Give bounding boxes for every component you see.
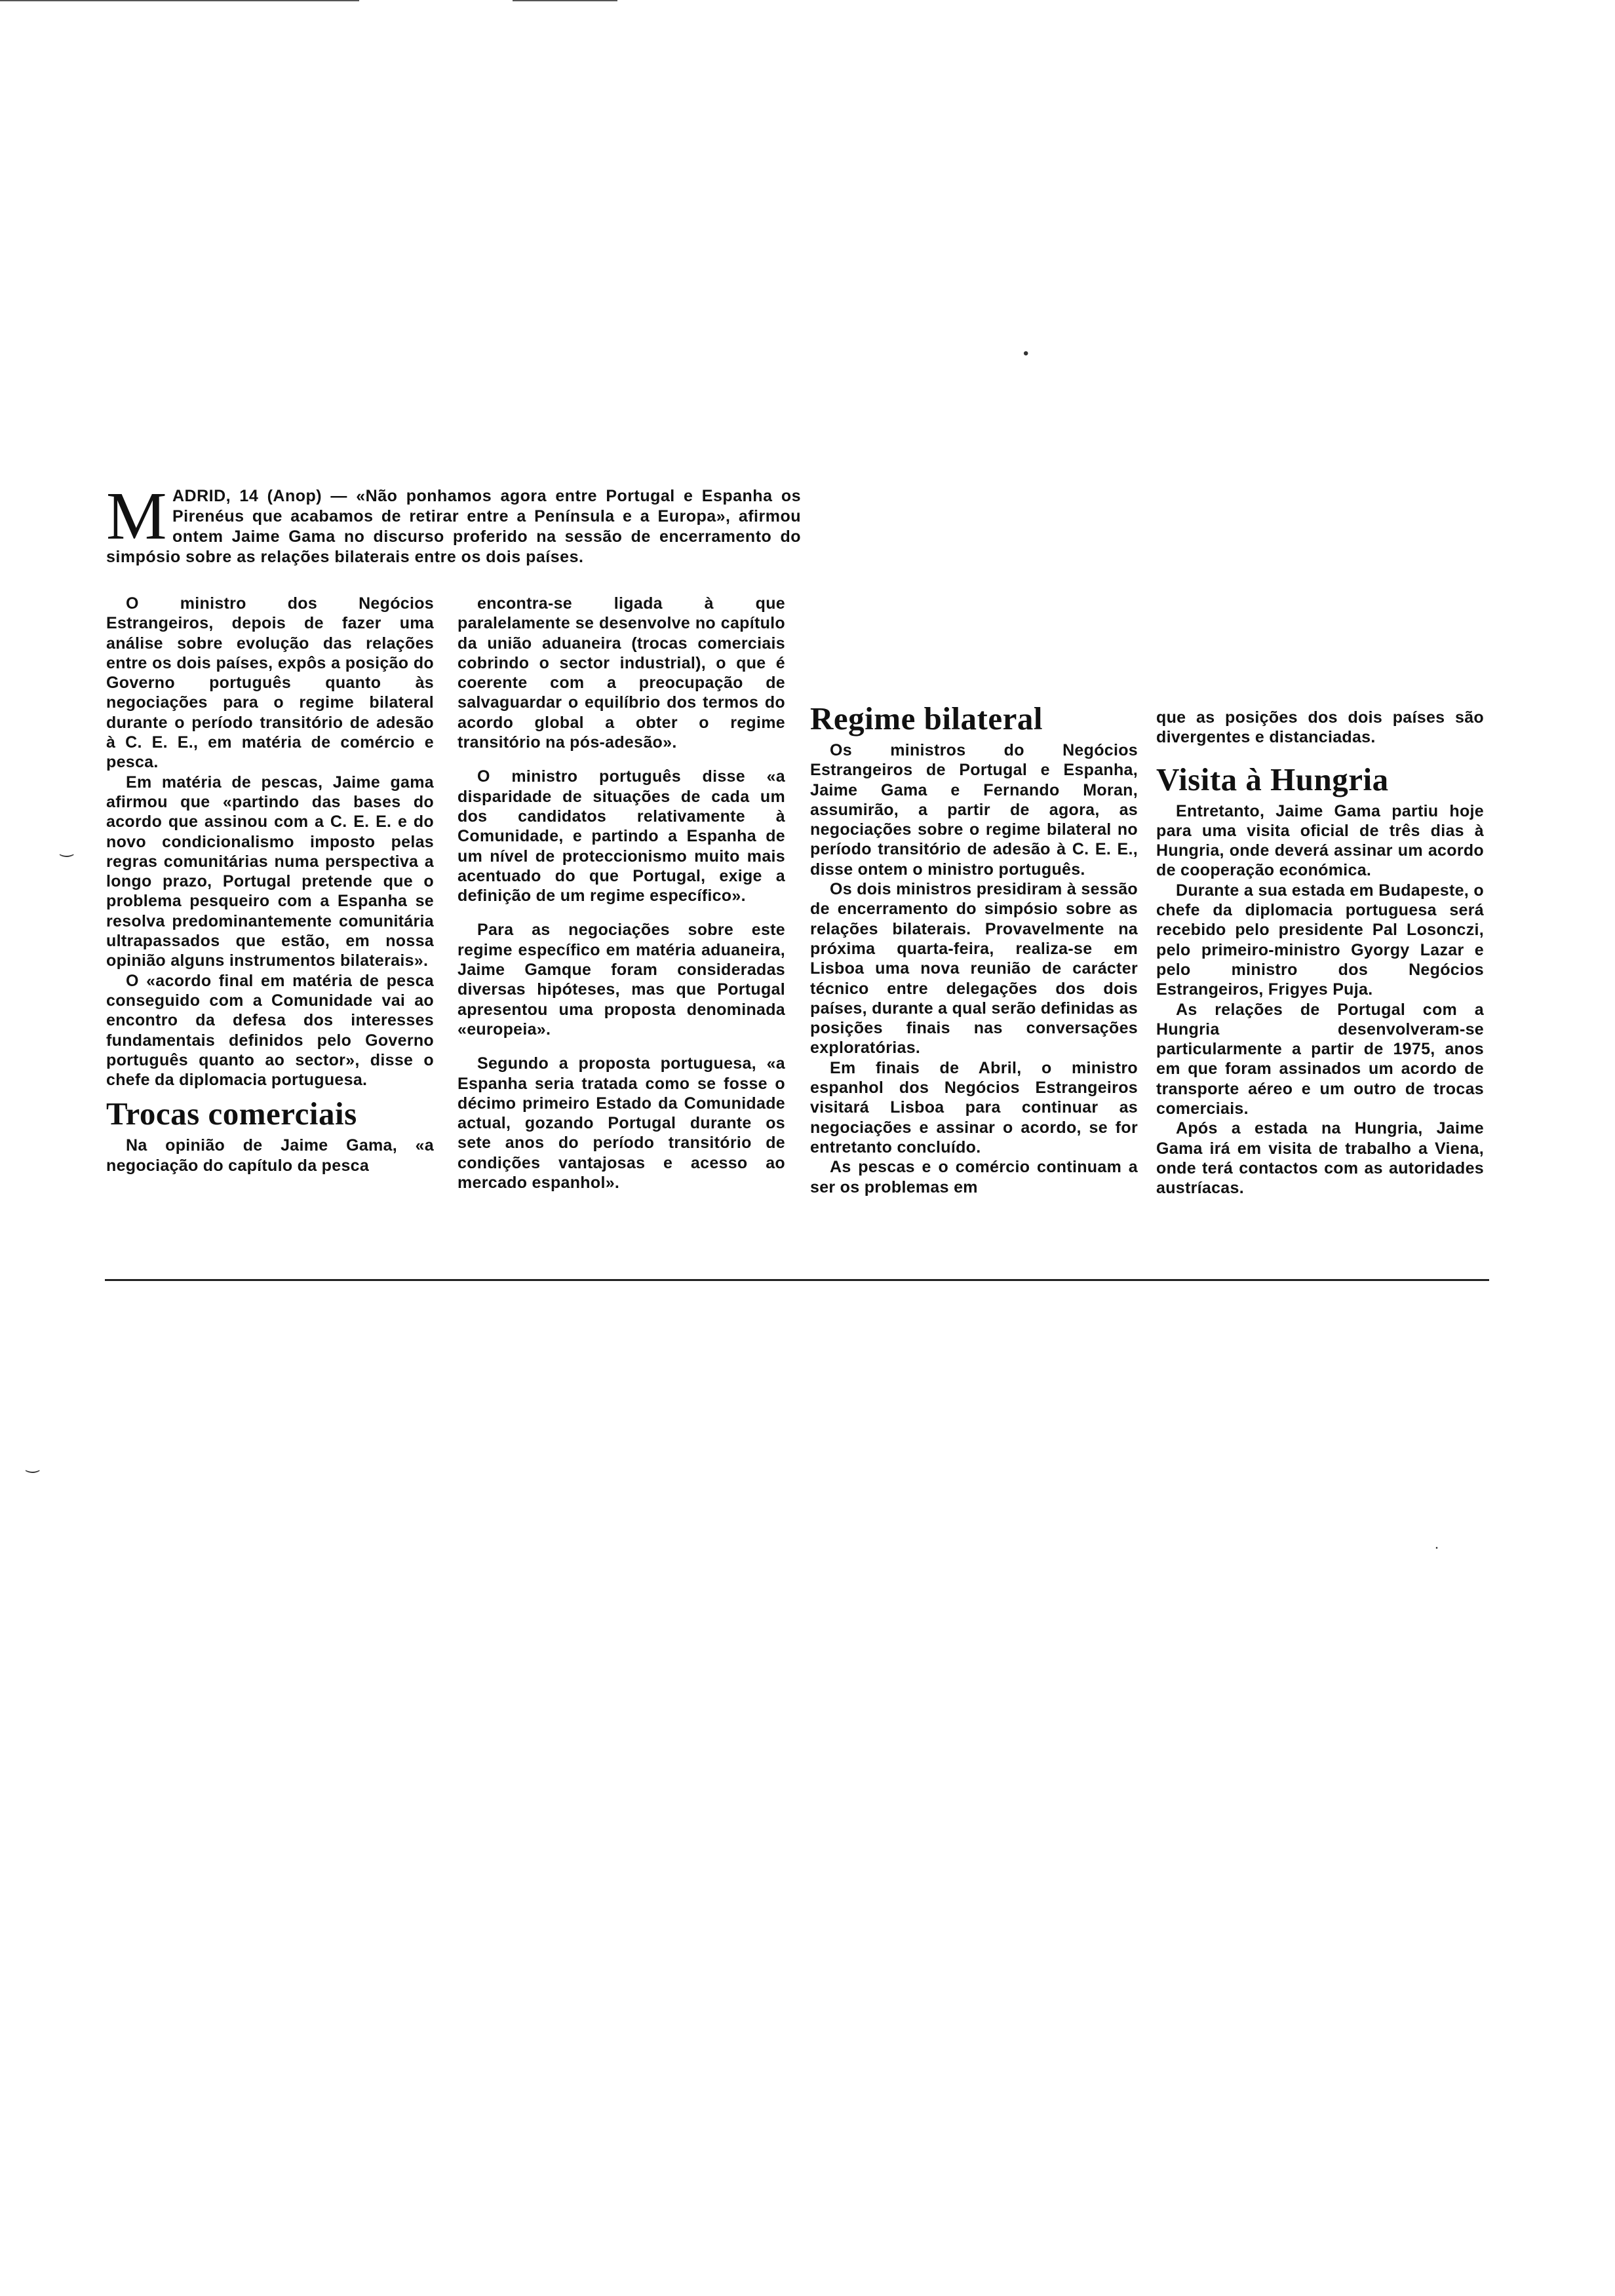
paragraph: O «acordo final em matéria de pesca conseguido com a Comunidade vai ao encontro da defesa dos interesses fundamentais definidos pelo Governo português quanto ao sector», disse o chefe da diplomacia portuguesa. <box>106 971 434 1090</box>
scan-tick-left-lower: ‿ <box>26 1455 39 1473</box>
paragraph: Para as negociações sobre este regime específico em matéria aduaneira, Jaime Gamque foram consideradas diversas hipóteses, mas que Portugal apresentou uma proposta denominada «europeia». <box>457 921 785 1039</box>
paragraph: O ministro dos Negócios Estrangeiros, depois de fazer uma análise sobre evolução das relações entre os dois países, expôs a posição do Governo português quanto às negociações para o regime bilateral durante o período transitório de adesão à C. E. E., em matéria de comércio e pesca. <box>106 594 434 772</box>
bottom-rule <box>105 1279 1489 1281</box>
paragraph: que as posições dos dois países são divergentes e distanciadas. <box>1156 708 1484 747</box>
scan-edge-line-left <box>0 0 359 1</box>
article-column-1 <box>106 594 434 1176</box>
article-column-3 <box>810 701 1138 1197</box>
paragraph: Durante a sua estada em Budapeste, o chefe da diplomacia portuguesa será recebido pelo presidente Pal Losonczi, pelo primeiro-ministro Gyorgy Lazar e pelo ministro dos Negócios Estrangeiros, Frigyes Puja. <box>1156 881 1484 999</box>
paragraph: As relações de Portugal com a Hungria desenvolveram-se particularmente a partir de 1975, anos em que foram assinados um acordo de transporte aéreo e um outro de trocas comerciais. <box>1156 1000 1484 1119</box>
scan-edge-line-right <box>513 0 617 1</box>
scan-dot: • <box>1023 345 1029 362</box>
paragraph: Entretanto, Jaime Gama partiu hoje para uma visita oficial de três dias à Hungria, onde deverá assinar um acordo de cooperação económica. <box>1156 801 1484 880</box>
paragraph: Segundo a proposta portuguesa, «a Espanha seria tratada como se fosse o décimo primeiro Estado da Comunidade actual, gozando Portugal durante os sete anos do período transitório de condições vantajosas e acesso ao mercado espanhol». <box>457 1054 785 1193</box>
scan-tick-left: ‿ <box>60 839 73 857</box>
paragraph: encontra-se ligada à que paralelamente se desenvolve no capítulo da união aduaneira (trocas comerciais cobrindo o sector industrial), o que é coerente com a preocupação de salvaguardar o equilíbrio dos termos do acordo global a obter o regime transitório na pós-adesão». <box>457 594 785 752</box>
paragraph: Os ministros do Negócios Estrangeiros de Portugal e Espanha, Jaime Gama e Fernando Moran, assumirão, a partir de agora, as negociações sobre o regime bilateral no período transitório de adesão à C. E. E., disse ontem o ministro português. <box>810 741 1138 879</box>
section-heading-trocas: Trocas comerciais <box>106 1096 357 1132</box>
paragraph: Os dois ministros presidiram à sessão de encerramento do simpósio sobre as relações bilaterais. Provavelmente na próxima quarta-feira, realiza-se em Lisboa uma nova reunião de carácter técnico entre delegações dos dois países, durante a qual serão definidas as posições finais nas conversações exploratórias. <box>810 880 1138 1058</box>
scan-dot-lower: · <box>1434 1539 1439 1556</box>
paragraph: Em matéria de pescas, Jaime gama afirmou que «partindo das bases do acordo que assinou com a C. E. E. e do novo condicionalismo imposto pelas regras comunitárias numa perspectiva a longo prazo, Portugal pretende que o problema pesqueiro com a Espanha se resolva predominantemente comunitária ultrapassados que estão, em nossa opinião alguns instrumentos bilaterais». <box>106 773 434 970</box>
section-heading-hungria: Visita à Hungria <box>1156 761 1389 797</box>
article-lead <box>106 478 801 567</box>
paragraph: Em finais de Abril, o ministro espanhol dos Negócios Estrangeiros visitará Lisboa para continuar as negociações e assinar o acordo, se for entretanto concluído. <box>810 1058 1138 1157</box>
article-column-2 <box>457 594 785 1193</box>
article-column-4 <box>1156 708 1484 1198</box>
paragraph: As pescas e o comércio continuam a ser os problemas em <box>810 1158 1138 1196</box>
lead-text: ADRID, 14 (Anop) — «Não ponhamos agora entre Portugal e Espanha os Pirenéus que acabamos de retirar entre a Península e a Europa», afirmou ontem Jaime Gama no discurso proferido na sessão de encerramento do simpósio sobre as relações bilaterais entre os dois países. <box>106 487 801 566</box>
paragraph: O ministro português disse «a disparidade de situações de cada um dos candidatos relativamente à Comunidade, e partindo a Espanha de um nível de proteccionismo muito mais acentuado do que Portugal, exige a definição de um regime específico». <box>457 767 785 906</box>
drop-cap: M <box>106 478 167 554</box>
paragraph: Na opinião de Jaime Gama, «a negociação do capítulo da pesca <box>106 1136 434 1175</box>
section-heading-regime: Regime bilateral <box>810 700 1043 737</box>
paragraph: Após a estada na Hungria, Jaime Gama irá em visita de trabalho a Viena, onde terá contactos com as autoridades austríacas. <box>1156 1119 1484 1198</box>
